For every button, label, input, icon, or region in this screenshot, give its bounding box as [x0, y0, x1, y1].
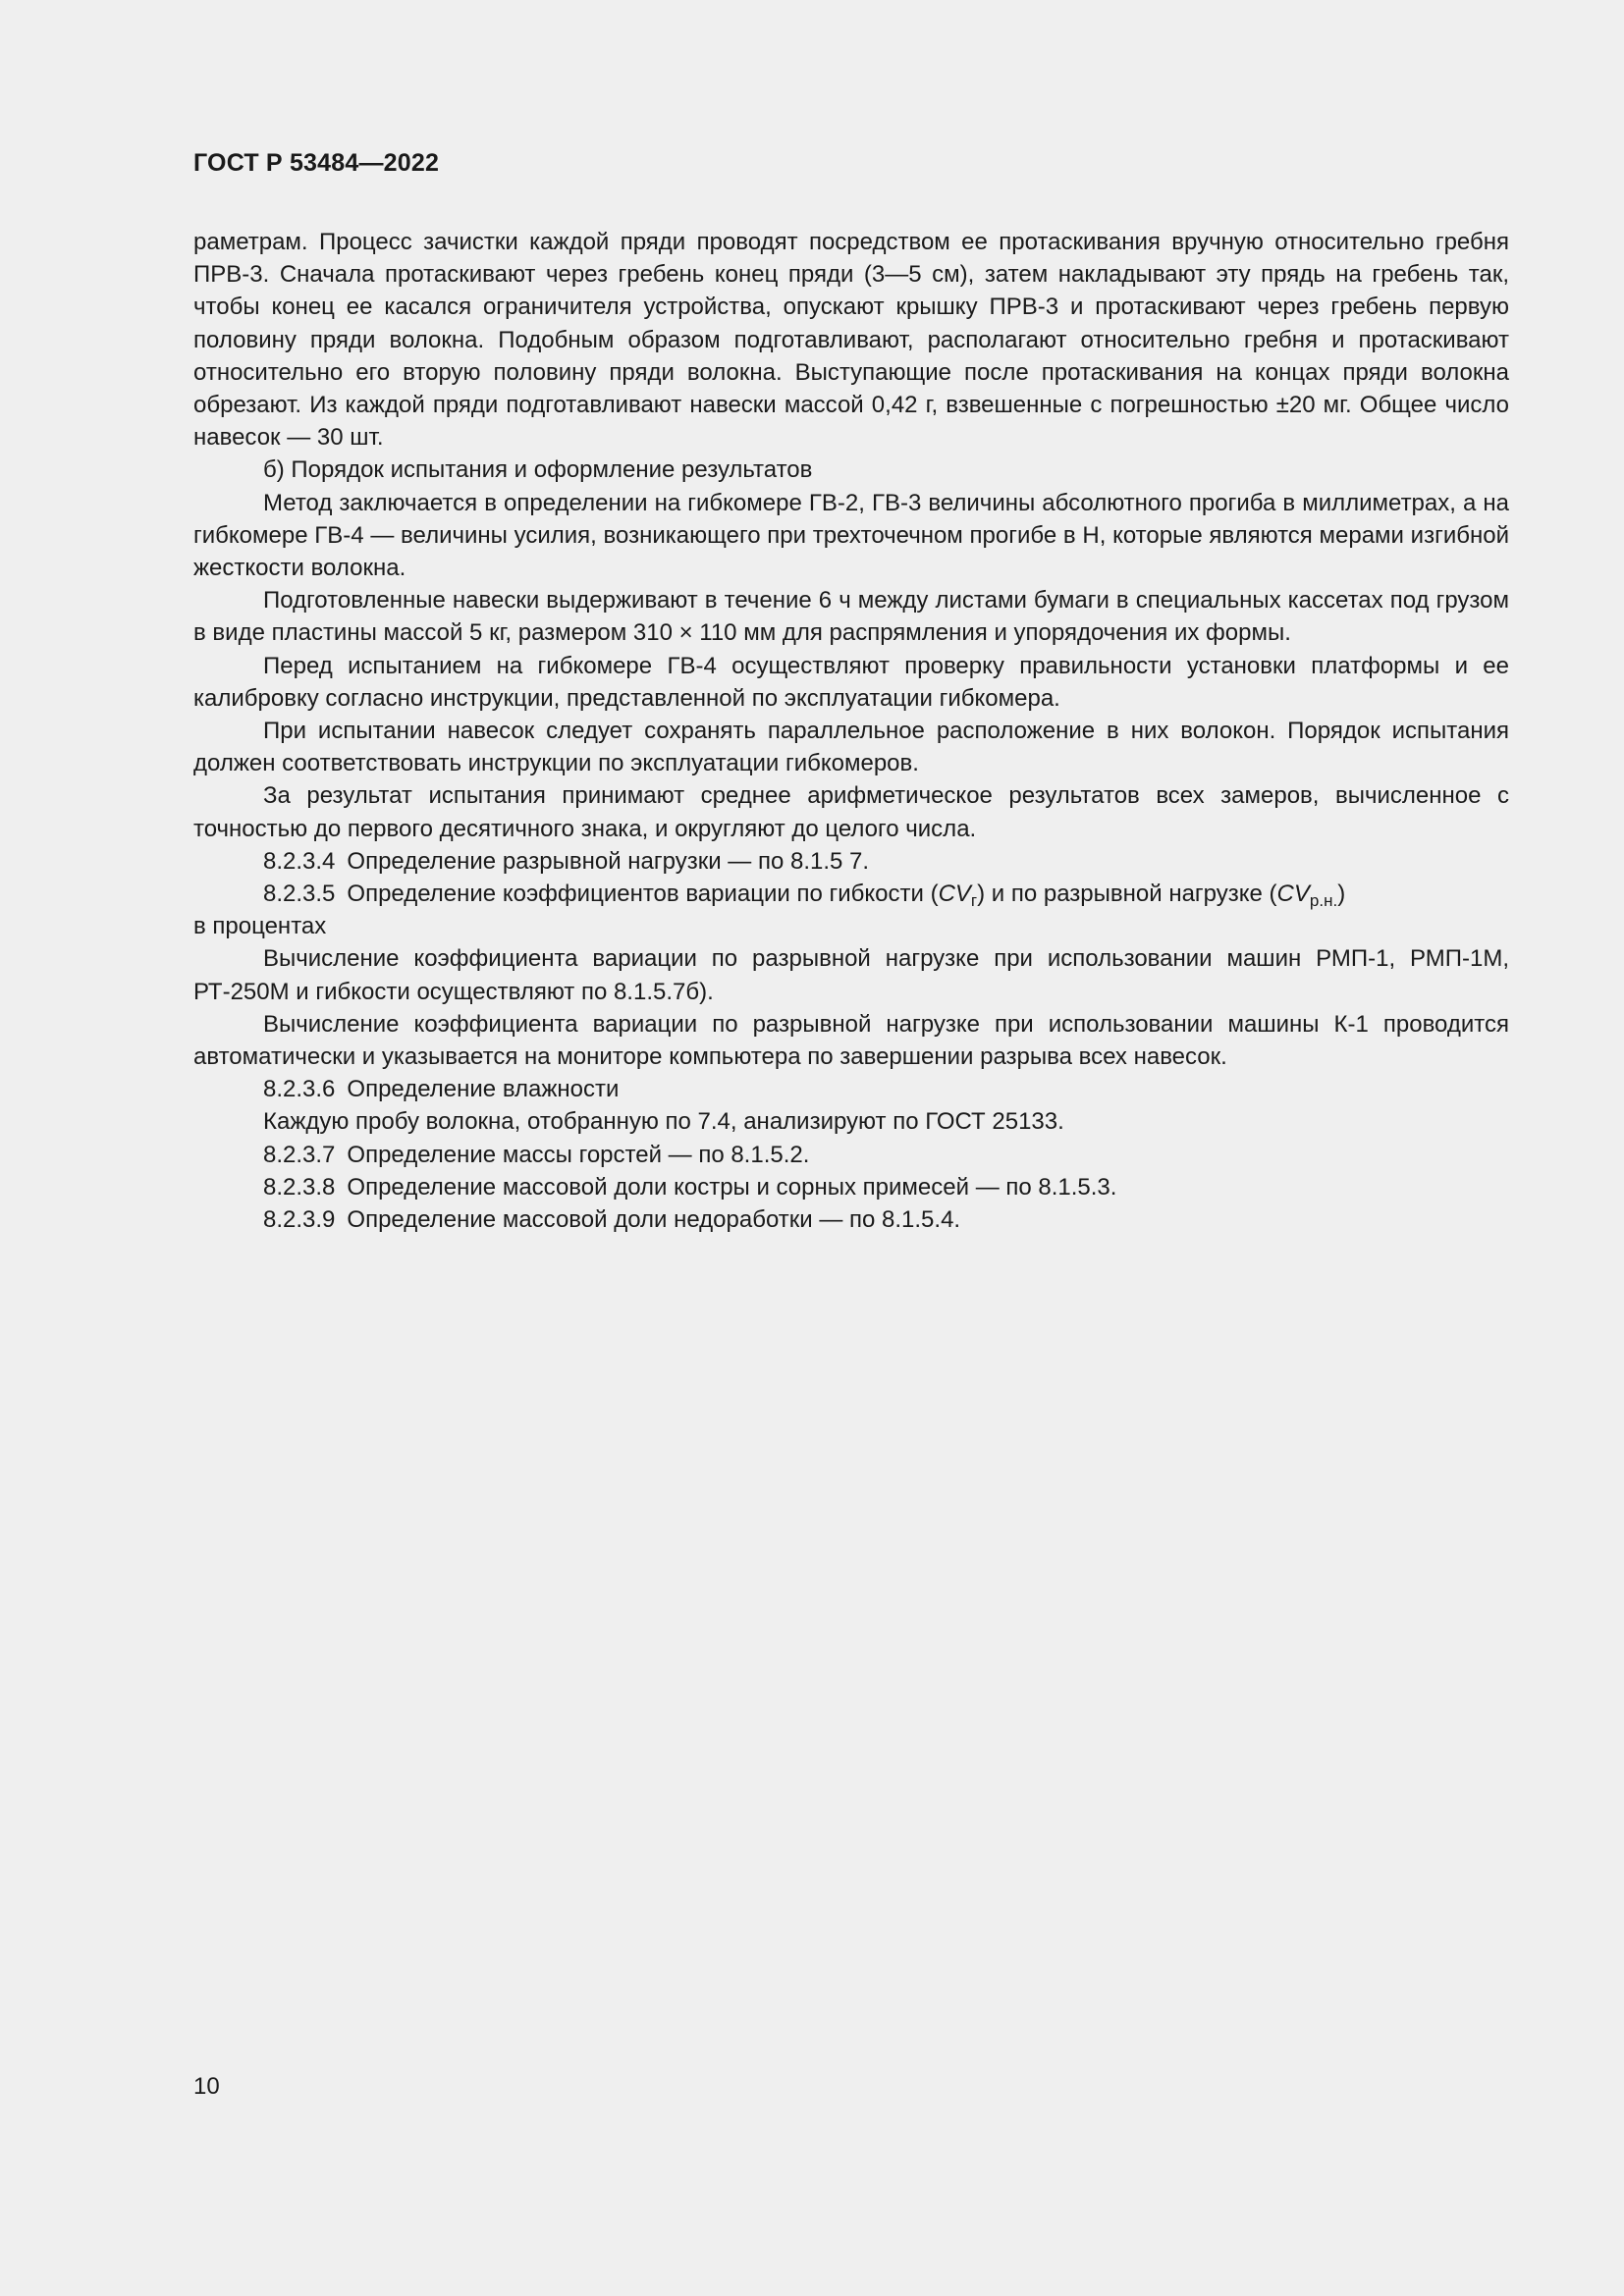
page-number: 10 — [193, 2073, 220, 2100]
paragraph: Перед испытанием на гибкомере ГВ-4 осуществляют проверку правильности установки платформы и ее калибровку согласно инструкции, представленной по эксплуатации гибкомера. — [193, 652, 1509, 712]
section-number: 8.2.3.5 — [263, 881, 336, 908]
section-text: Определение коэффициентов вариации по гибкости ( — [347, 881, 939, 908]
cv-symbol: CV — [938, 881, 971, 908]
cv-subscript: г — [970, 891, 978, 911]
document-header: ГОСТ Р 53484—2022 — [193, 149, 440, 177]
paragraph: в процентах — [193, 913, 327, 940]
section-number: 8.2.3.7 — [263, 1141, 336, 1168]
paragraph: раметрам. Процесс зачистки каждой пряди проводят посредством ее протаскивания вручную относительно гребня ПРВ-3. Сначала протаскивают через гребень конец пряди (3—5 см), затем накладывают эту прядь на гребень так, чтобы конец ее касался ограничителя устройства, опускают крышку ПРВ-3 и протаскивают через гребень первую половину пряди волокна. Подобным образом подготавливают, располагают относительно гребня и протаскивают относительно его вторую половину пряди волокна. Выступающие после протаскивания на концах пряди волокна обрезают. Из каждой пряди подготавливают навески массой 0,42 г, взвешенные с погрешностью ±20 мг. Общее число навесок — 30 шт. — [193, 229, 1509, 452]
section-text: ) — [1337, 881, 1346, 908]
section-8-2-3-9 — [193, 1203, 1509, 1236]
section-text: Определение массовой доли костры и сорных примесей — по 8.1.5.3. — [347, 1173, 1117, 1201]
section-8-2-3-7 — [193, 1139, 1509, 1171]
paragraph: При испытании навесок следует сохранять параллельное расположение в них волокон. Порядок испытания должен соответствовать инструкции по эксплуатации гибкомеров. — [193, 718, 1509, 777]
paragraph: Вычисление коэффициента вариации по разрывной нагрузке при использовании машины К-1 проводится автоматически и указывается на мониторе компьютера по завершении разрыва всех навесок. — [193, 1010, 1509, 1071]
paragraph: За результат испытания принимают среднее арифметическое результатов всех замеров, вычисленное с точностью до первого десятичного знака, и округляют до целого числа. — [193, 782, 1509, 842]
paragraph: Подготовленные навески выдерживают в течение 6 ч между листами бумаги в специальных кассетах под грузом в виде пластины массой 5 кг, размером 310 × 110 мм для распрямления и упорядочения их формы. — [193, 587, 1509, 647]
section-number: 8.2.3.4 — [263, 847, 336, 875]
section-8-2-3-4 — [193, 845, 1509, 878]
cv-subscript: р.н. — [1309, 891, 1338, 911]
section-8-2-3-6 — [193, 1073, 1509, 1105]
subsection-heading: б) Порядок испытания и оформление результатов — [263, 456, 813, 484]
section-text: ) и по разрывной нагрузке ( — [977, 881, 1277, 908]
section-8-2-3-8 — [193, 1171, 1509, 1203]
section-text: Определение массы горстей — по 8.1.5.2. — [347, 1141, 810, 1168]
section-number: 8.2.3.6 — [263, 1076, 336, 1103]
section-8-2-3-5 — [193, 878, 1509, 910]
section-text: Определение массовой доли недоработки — по 8.1.5.4. — [347, 1206, 961, 1234]
cv-symbol: CV — [1276, 881, 1310, 908]
section-text: Определение разрывной нагрузки — по 8.1.5 7. — [347, 847, 870, 875]
section-number: 8.2.3.9 — [263, 1206, 336, 1234]
paragraph: Каждую пробу волокна, отобранную по 7.4, анализируют по ГОСТ 25133. — [263, 1108, 1064, 1136]
paragraph: Вычисление коэффициента вариации по разрывной нагрузке при использовании машин РМП-1, РМП-1М, РТ-250М и гибкости осуществляют по 8.1.5.7б). — [193, 945, 1509, 1005]
section-text: Определение влажности — [347, 1076, 620, 1103]
paragraph: Метод заключается в определении на гибкомере ГВ-2, ГВ-3 величины абсолютного прогиба в миллиметрах, а на гибкомере ГВ-4 — величины усилия, возникающего при трехточечном прогибе в Н, которые являются мерами изгибной жесткости волокна. — [193, 489, 1509, 582]
section-number: 8.2.3.8 — [263, 1173, 336, 1201]
document-body — [193, 226, 1509, 1236]
